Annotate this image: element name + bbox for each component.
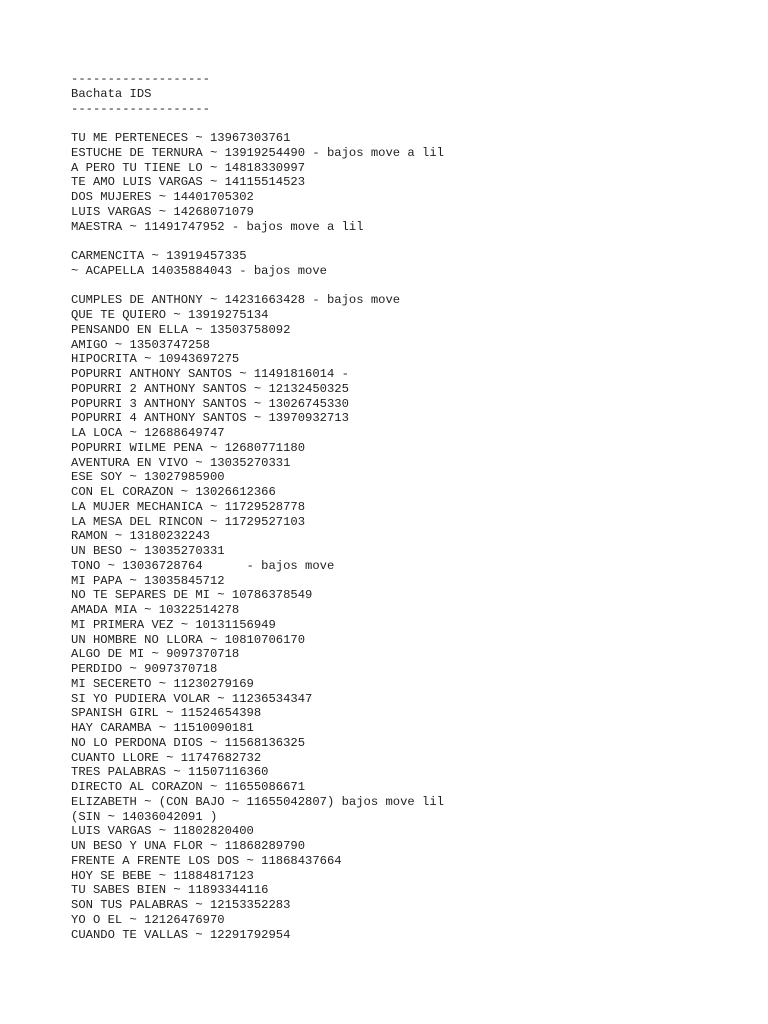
- song-entry: NO LO PERDONA DIOS ~ 11568136325: [71, 735, 306, 750]
- song-entry: CUANTO LLORE ~ 11747682732: [71, 750, 262, 765]
- song-entry: CUANDO TE VALLAS ~ 12291792954: [71, 927, 291, 942]
- song-entry: SI YO PUDIERA VOLAR ~ 11236534347: [71, 691, 313, 706]
- song-entry: AMIGO ~ 13503747258: [71, 337, 210, 352]
- song-entry: POPURRI 2 ANTHONY SANTOS ~ 12132450325: [71, 381, 349, 396]
- song-entry: SON TUS PALABRAS ~ 12153352283: [71, 898, 291, 912]
- song-entry: MI PRIMERA VEZ ~ 10131156949: [71, 617, 276, 632]
- group-spacer: [71, 234, 751, 249]
- song-entry: A PERO TU TIENE LO ~ 14818330997: [71, 160, 306, 175]
- song-entry: MI SECERETO ~ 11230279169: [71, 676, 254, 691]
- song-entry: (SIN ~ 14036042091 ): [71, 809, 218, 824]
- song-entry: ALGO DE MI ~ 9097370718: [71, 647, 240, 662]
- song-list: [71, 131, 751, 942]
- song-entry: HOY SE BEBE ~ 11884817123: [71, 868, 254, 883]
- song-entry: FRENTE A FRENTE LOS DOS ~ 11868437664: [71, 853, 342, 868]
- document-page: [71, 72, 751, 942]
- group-spacer: [71, 279, 751, 294]
- song-entry: PERDIDO ~ 9097370718: [71, 662, 218, 676]
- song-entry: TE AMO LUIS VARGAS ~ 14115514523: [71, 175, 306, 190]
- song-entry: MAESTRA ~ 11491747952 - bajos move a lil: [71, 219, 364, 234]
- song-entry: ESTUCHE DE TERNURA ~ 13919254490 - bajos move a lil: [71, 145, 444, 160]
- song-entry: LA LOCA ~ 12688649747: [71, 426, 225, 440]
- song-entry: POPURRI WILME PENA ~ 12680771180: [71, 440, 306, 455]
- song-entry: CUMPLES DE ANTHONY ~ 14231663428 - bajos move: [71, 293, 401, 308]
- song-entry: SPANISH GIRL ~ 11524654398: [71, 706, 262, 721]
- song-entry: AMADA MIA ~ 10322514278: [71, 603, 240, 617]
- song-entry: RAMON ~ 13180232243: [71, 529, 210, 544]
- song-entry: HIPOCRITA ~ 10943697275: [71, 352, 240, 367]
- song-entry: ESE SOY ~ 13027985900: [71, 470, 225, 485]
- song-entry: HAY CARAMBA ~ 11510090181: [71, 721, 254, 735]
- song-entry: CON EL CORAZON ~ 13026612366: [71, 485, 276, 499]
- song-entry: TRES PALABRAS ~ 11507116360: [71, 765, 269, 780]
- song-entry: LA MUJER MECHANICA ~ 11729528778: [71, 499, 306, 514]
- song-entry: ~ ACAPELLA 14035884043 - bajos move: [71, 263, 327, 278]
- song-entry: POPURRI 3 ANTHONY SANTOS ~ 13026745330: [71, 396, 349, 411]
- document-title: Bachata IDS: [71, 86, 152, 101]
- song-entry: LUIS VARGAS ~ 14268071079: [71, 204, 254, 219]
- song-entry: AVENTURA EN VIVO ~ 13035270331: [71, 455, 291, 470]
- song-entry: YO O EL ~ 12126476970: [71, 912, 225, 927]
- song-entry: PENSANDO EN ELLA ~ 13503758092: [71, 322, 291, 337]
- song-entry: TONO ~ 13036728764 - bajos move: [71, 558, 335, 573]
- song-entry: POPURRI ANTHONY SANTOS ~ 11491816014 -: [71, 367, 349, 381]
- song-entry: POPURRI 4 ANTHONY SANTOS ~ 13970932713: [71, 411, 349, 426]
- song-entry: UN BESO ~ 13035270331: [71, 544, 225, 558]
- song-entry: QUE TE QUIERO ~ 13919275134: [71, 308, 269, 322]
- song-entry: TU ME PERTENECES ~ 13967303761: [71, 131, 291, 145]
- song-entry: UN BESO Y UNA FLOR ~ 11868289790: [71, 839, 306, 853]
- song-entry: UN HOMBRE NO LLORA ~ 10810706170: [71, 632, 306, 647]
- song-entry: LA MESA DEL RINCON ~ 11729527103: [71, 514, 306, 529]
- header-rule-bottom: -------------------: [71, 101, 210, 116]
- song-entry: ELIZABETH ~ (CON BAJO ~ 11655042807) bajos move lil: [71, 794, 444, 809]
- song-entry: CARMENCITA ~ 13919457335: [71, 249, 247, 263]
- song-entry: MI PAPA ~ 13035845712: [71, 573, 225, 588]
- spacer: [71, 116, 751, 131]
- song-entry: TU SABES BIEN ~ 11893344116: [71, 883, 269, 898]
- header-rule-top: -------------------: [71, 72, 210, 86]
- song-entry: DIRECTO AL CORAZON ~ 11655086671: [71, 780, 306, 794]
- song-entry: DOS MUJERES ~ 14401705302: [71, 190, 254, 204]
- song-entry: LUIS VARGAS ~ 11802820400: [71, 824, 254, 839]
- song-entry: NO TE SEPARES DE MI ~ 10786378549: [71, 588, 313, 603]
